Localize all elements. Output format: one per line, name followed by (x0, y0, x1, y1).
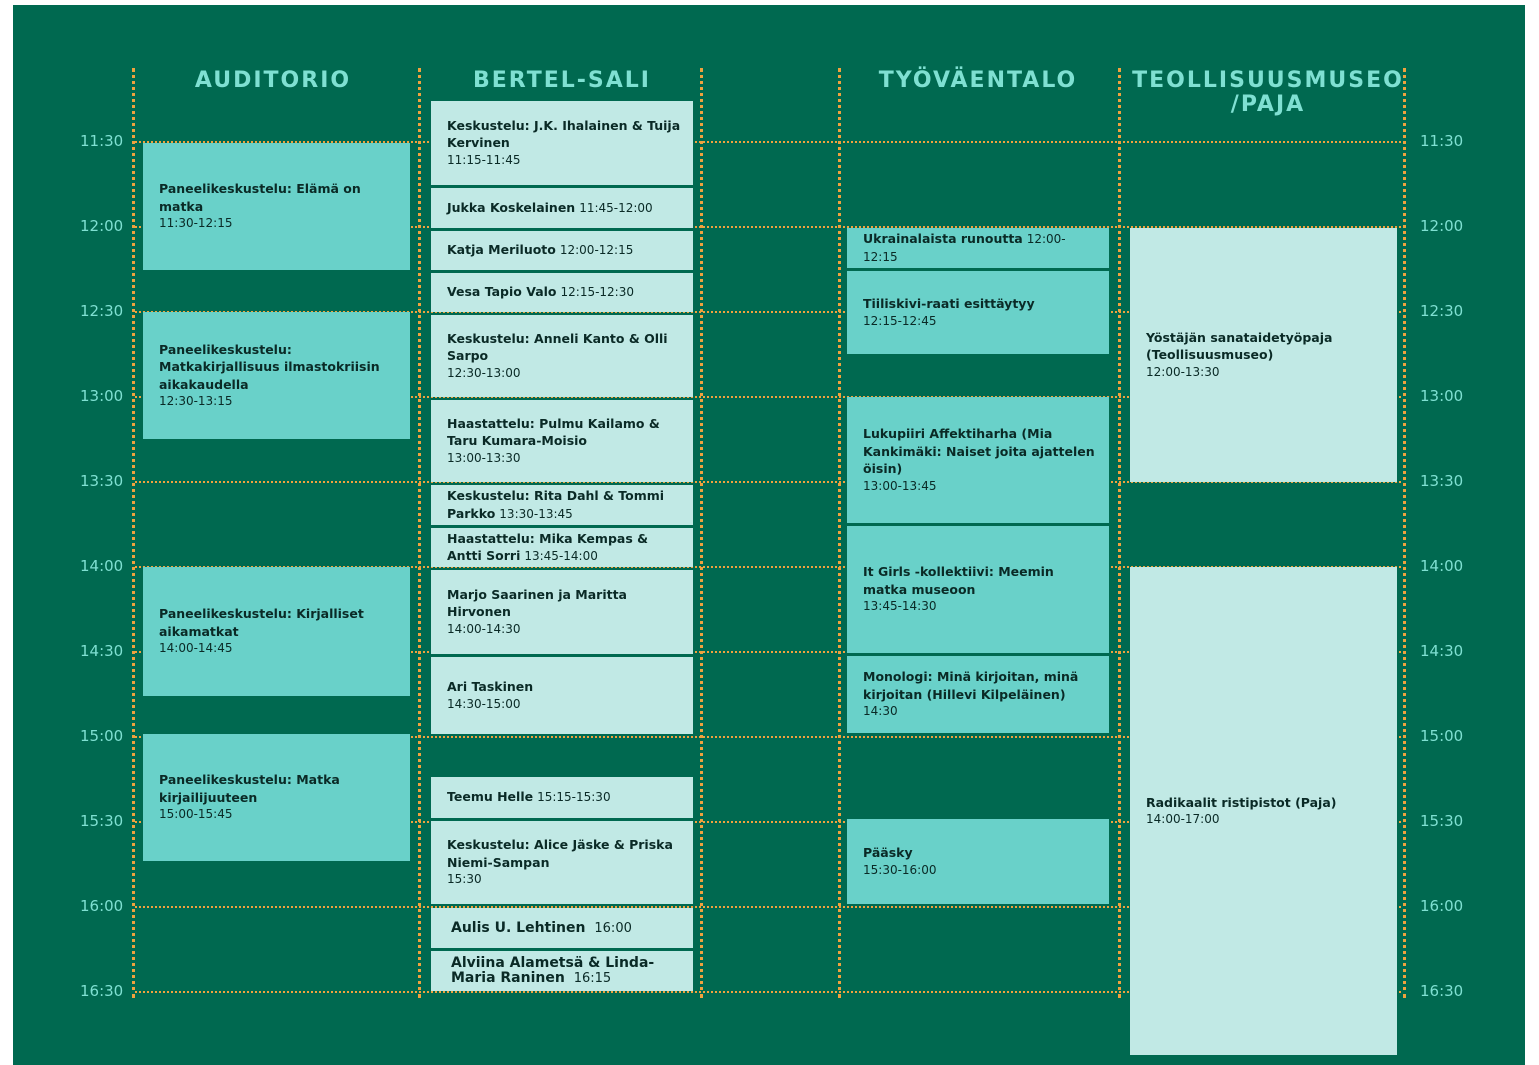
vertical-divider (132, 68, 135, 998)
vertical-divider (1403, 68, 1406, 998)
column-title-auditorio: AUDITORIO (194, 68, 352, 93)
time-label: 14:00 (80, 557, 124, 575)
event-card[interactable] (431, 400, 693, 482)
event-title: Keskustelu: Anneli Kanto & Olli Sarpo (447, 330, 668, 364)
time-label: 15:30 (80, 812, 124, 830)
event-card[interactable] (143, 567, 410, 696)
time-label: 11:30 (80, 132, 124, 150)
event-card[interactable] (431, 657, 693, 734)
column-title-tyovaentalo: TYÖVÄENTALO (878, 68, 1078, 93)
vertical-divider (700, 68, 703, 998)
time-label: 13:00 (1420, 387, 1464, 405)
event-title: Jukka Koskelainen (447, 199, 576, 215)
event-time: 14:30 (863, 704, 898, 719)
event-title: Pääsky (863, 845, 913, 860)
time-label: 12:00 (80, 217, 124, 235)
time-label: 12:30 (80, 302, 124, 320)
event-time: 12:00-13:30 (1146, 364, 1220, 379)
event-title: Paneelikeskustelu: Elämä on matka (159, 181, 361, 214)
time-label: 14:00 (1420, 557, 1464, 575)
time-label: 14:30 (1420, 642, 1464, 660)
event-title: Ari Taskinen (447, 679, 534, 694)
event-time: 16:00 (594, 920, 632, 936)
event-title: Tiiliskivi-raati esittäytyy (863, 296, 1035, 311)
event-title: Haastattelu: Mika Kempas & Antti Sorri (447, 530, 649, 563)
event-title: Aulis U. Lehtinen (451, 919, 586, 936)
event-card[interactable] (431, 821, 693, 904)
vertical-divider (1118, 68, 1121, 998)
time-label: 15:30 (1420, 812, 1464, 830)
event-time: 13:45-14:30 (863, 599, 937, 614)
event-title: Keskustelu: Alice Jäske & Priska Niemi-Sampan (447, 837, 673, 870)
event-time: 15:15-15:30 (537, 790, 611, 805)
event-title: Keskustelu: J.K. Ihalainen & Tuija Kervinen (447, 117, 681, 151)
event-card[interactable] (847, 819, 1109, 904)
event-card[interactable] (431, 315, 693, 397)
time-label: 15:00 (80, 727, 124, 745)
time-label: 16:30 (1420, 982, 1464, 1000)
column-title-paja: /PAJA (1230, 92, 1306, 117)
event-time: 11:15-11:45 (447, 152, 521, 167)
event-time: 13:30-13:45 (499, 506, 573, 521)
event-time: 14:00-17:00 (1146, 812, 1220, 826)
event-card[interactable] (143, 312, 410, 439)
time-label: 13:30 (1420, 472, 1464, 490)
event-title: Paneelikeskustelu: Kirjalliset aikamatkat (159, 606, 364, 639)
time-label: 13:00 (80, 387, 124, 405)
event-title: Paneelikeskustelu: Matka kirjailijuuteen (159, 772, 340, 805)
event-card[interactable] (431, 101, 693, 185)
event-time: 14:00-14:30 (447, 621, 521, 636)
event-card[interactable] (143, 143, 410, 270)
time-label: 16:30 (80, 982, 124, 1000)
event-title: Lukupiiri Affektiharha (Mia Kankimäki: Naiset joita ajattelen öisin) (863, 426, 1095, 476)
event-time: 12:30-13:15 (159, 394, 233, 408)
event-card[interactable] (431, 273, 693, 312)
event-card[interactable] (847, 397, 1109, 523)
event-time: 11:45-12:00 (579, 200, 653, 215)
vertical-divider (418, 68, 421, 998)
event-card[interactable] (143, 734, 410, 861)
schedule-board (13, 5, 1525, 1065)
time-label: 12:00 (1420, 217, 1464, 235)
event-title: Ukrainalaista runoutta (863, 230, 1023, 246)
time-label: 14:30 (80, 642, 124, 660)
event-time: 14:30-15:00 (447, 696, 521, 711)
event-card[interactable] (847, 271, 1109, 354)
event-title: Keskustelu: Rita Dahl & Tommi Parkko (447, 488, 665, 521)
event-time: 15:30 (447, 872, 482, 887)
event-time: 15:30-16:00 (863, 862, 937, 877)
event-time: 12:30-13:00 (447, 365, 521, 380)
event-title: Radikaalit ristipistot (Paja) (1146, 794, 1337, 810)
event-title: Marjo Saarinen ja Maritta Hirvonen (447, 586, 627, 620)
vertical-divider (838, 68, 841, 998)
event-card[interactable] (431, 777, 693, 818)
event-time: 13:45-14:00 (524, 549, 598, 563)
column-title-bertel-sali: BERTEL-SALI (472, 68, 651, 93)
event-card[interactable] (1130, 228, 1397, 482)
event-card[interactable] (847, 526, 1109, 653)
event-title: Monologi: Minä kirjoitan, minä kirjoitan (Hillevi Kilpeläinen) (863, 669, 1079, 702)
event-time: 11:30-12:15 (159, 216, 233, 231)
event-title: It Girls -kollektiivi: Meemin matka museoon (863, 564, 1054, 597)
event-title: Haastattelu: Pulmu Kailamo & Taru Kumara-Moisio (447, 415, 660, 449)
event-title: Alviina Alametsä & Linda-Maria Raninen (451, 955, 655, 986)
event-title: Teemu Helle (447, 789, 534, 805)
event-card[interactable] (431, 528, 693, 567)
time-label: 15:00 (1420, 727, 1464, 745)
event-title: Paneelikeskustelu: Matkakirjallisuus ilmastokriisin aikakaudella (159, 341, 380, 392)
event-time: 13:00-13:30 (447, 450, 521, 465)
column-title-teollisuusmuseo: TEOLLISUUSMUSEO (1132, 68, 1404, 93)
event-card[interactable] (847, 228, 1109, 268)
event-card[interactable] (847, 656, 1109, 733)
event-time: 12:00-12:15 (559, 243, 634, 258)
event-card[interactable] (431, 231, 693, 270)
time-label: 16:00 (80, 897, 124, 915)
event-card[interactable] (431, 908, 693, 948)
event-title: Katja Meriluoto (447, 242, 556, 258)
time-label: 13:30 (80, 472, 124, 490)
event-time: 13:00-13:45 (863, 478, 937, 493)
event-card[interactable] (1130, 567, 1397, 1055)
event-card[interactable] (431, 485, 693, 525)
event-title: Vesa Tapio Valo (447, 284, 557, 300)
time-label: 12:30 (1420, 302, 1464, 320)
time-label: 11:30 (1420, 132, 1464, 150)
event-time: 12:00-12:15 (863, 231, 1066, 264)
event-time: 15:00-15:45 (159, 807, 233, 822)
event-time: 12:15-12:45 (863, 313, 937, 328)
event-time: 14:00-14:45 (159, 641, 233, 656)
event-title: Yöstäjän sanataidetyöpaja (Teollisuusmuseo) (1146, 329, 1333, 363)
event-time: 16:15 (573, 971, 612, 986)
event-time: 12:15-12:30 (560, 285, 634, 300)
event-card[interactable] (431, 188, 693, 228)
event-card[interactable] (431, 570, 693, 654)
time-label: 16:00 (1420, 897, 1464, 915)
event-card[interactable] (431, 951, 693, 991)
